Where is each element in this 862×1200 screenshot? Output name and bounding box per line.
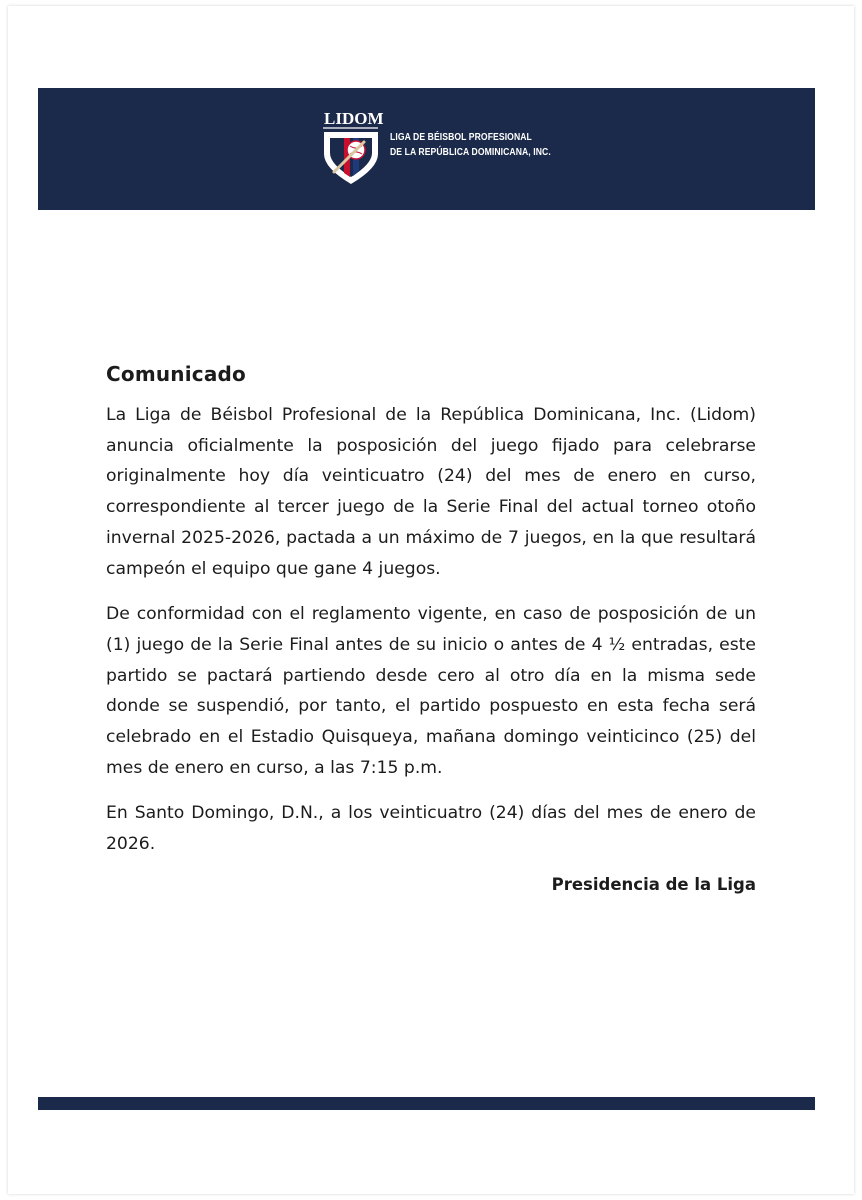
lidom-shield-icon [320, 108, 390, 194]
footer-bar [38, 1097, 815, 1110]
lidom-logo [320, 108, 551, 194]
organization-name [390, 130, 551, 160]
document-title: Comunicado [106, 362, 246, 386]
paragraph-announcement: La Liga de Béisbol Profesional de la República Dominicana, Inc. (Lidom) anuncia oficialmente la posposición del juego fijado para celebrarse originalmente hoy día veinticuatro (24) del mes de enero en curso, correspondiente al tercer juego de la Serie Final del actual torneo otoño invernal 2025-2026, pactada a un máximo de 7 juegos, en la que resultará campeón el equipo que gane 4 juegos. [106, 405, 756, 579]
document-body [106, 362, 756, 894]
logo-wordmark: LIDOM [324, 109, 384, 128]
organization-name-line-1: LIGA DE BÉISBOL PROFESIONAL [390, 131, 532, 143]
paragraph-place-date: En Santo Domingo, D.N., a los veinticuatro (24) días del mes de enero de 2026. [106, 803, 756, 855]
signature: Presidencia de la Liga [551, 874, 756, 894]
organization-name-line-2: DE LA REPÚBLICA DOMINICANA, INC. [390, 146, 551, 158]
paragraph-regulation: De conformidad con el reglamento vigente, en caso de posposición de un (1) juego de la Serie Final antes de su inicio o antes de 4 ½ entradas, este partido se pactará partiendo desde cero al otro día en la misma sede donde se suspendió, por tanto, el partido pospuesto en esta fecha será celebrado en el Estadio Quisqueya, mañana domingo veinticinco (25) del mes de enero en curso, a las 7:15 p.m. [106, 604, 756, 778]
